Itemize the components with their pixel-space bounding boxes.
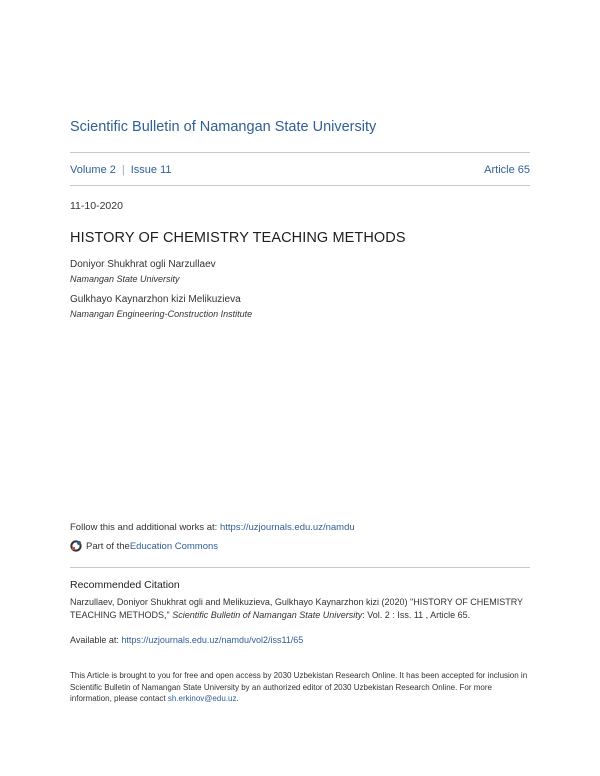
citation-availability (70, 635, 303, 645)
paper-title: HISTORY OF CHEMISTRY TEACHING METHODS (70, 230, 406, 246)
publication-date: 11-10-2020 (70, 200, 123, 212)
author-name: Gulkhayo Kaynarzhon kizi Melikuzieva (70, 294, 241, 305)
divider (70, 567, 530, 568)
issue-link[interactable]: Issue 11 (130, 164, 172, 176)
access-notice (70, 670, 530, 705)
available-prefix: Available at: (70, 635, 122, 645)
divider (70, 152, 530, 153)
education-commons-link[interactable]: Education Commons (129, 540, 219, 552)
issue-breadcrumb (70, 164, 172, 176)
volume-link[interactable]: Volume 2 (70, 164, 116, 176)
access-notice-end: . (236, 694, 239, 703)
divider (70, 185, 530, 186)
citation-text (70, 596, 530, 622)
access-notice-text: This Article is brought to you for free and open access by 2030 Uzbekistan Research Online. It has been accepted for inclusion in Scientific Bulletin of Namangan State University by an authorized editor of 2030 Uzbekistan Research Online. For more information, please contact (70, 671, 528, 703)
issue-info-row (70, 164, 530, 176)
author-affiliation: Namangan State University (70, 274, 180, 284)
part-of-line (70, 540, 218, 552)
commons-network-icon (70, 540, 82, 552)
follow-url-link[interactable]: https://uzjournals.edu.uz/namdu (219, 522, 355, 533)
contact-email-link[interactable]: sh.erkinov@edu.uz (167, 694, 237, 703)
author-name: Doniyor Shukhrat ogli Narzullaev (70, 259, 216, 270)
article-number-link[interactable]: Article 65 (484, 164, 530, 176)
breadcrumb-separator: | (121, 164, 125, 176)
citation-journal: Scientific Bulletin of Namangan State University (172, 610, 363, 620)
citation-authors-title: Narzullaev, Doniyor Shukhrat ogli and Melikuzieva, Gulkhayo Kaynarzhon kizi (2020) "HISTORY OF CHEMISTRY TEACHING METHODS," (70, 597, 523, 620)
journal-title[interactable]: Scientific Bulletin of Namangan State University (70, 119, 377, 135)
author-affiliation: Namangan Engineering-Construction Institute (70, 309, 253, 319)
follow-prefix: Follow this and additional works at: (70, 522, 220, 533)
citation-heading: Recommended Citation (70, 579, 180, 591)
part-of-prefix: Part of the (86, 540, 130, 552)
citation-volume-info: : Vol. 2 : Iss. 11 , Article 65. (362, 610, 471, 620)
article-url-link[interactable]: https://uzjournals.edu.uz/namdu/vol2/iss11/65 (121, 635, 304, 645)
follow-line (70, 522, 355, 533)
